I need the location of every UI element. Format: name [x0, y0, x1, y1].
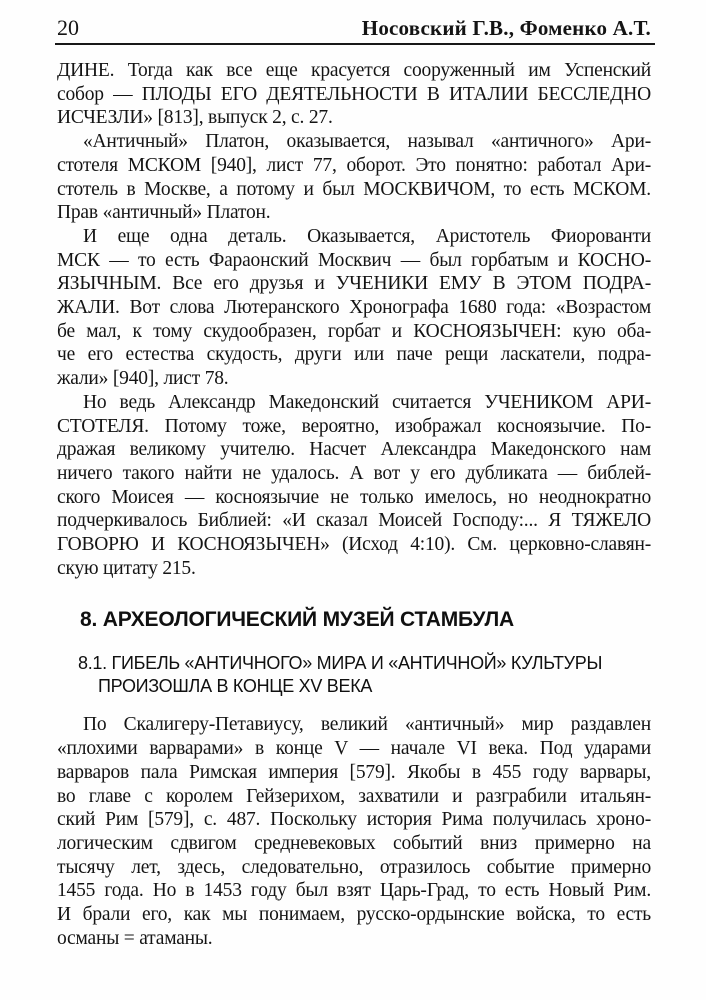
- paragraph: [57, 713, 651, 950]
- text-line: варваров пала Римская империя [579]. Якобы в 455 году варвары,: [57, 761, 651, 783]
- running-head: [57, 15, 651, 41]
- text-line: «Античный» Платон, оказывается, называл «античного» Ари-: [83, 131, 651, 153]
- text-line: бе мал, к тому скудообразен, горбат и КОСНОЯЗЫЧЕН: кую оба-: [57, 320, 651, 342]
- header-rule: [55, 43, 655, 45]
- text-line: ский Рим [579], с. 487. Поскольку история Рима получилась хроно-: [57, 809, 651, 831]
- text-line: «плохими варварами» в конце V — начале VI века. Под ударами: [57, 738, 651, 760]
- text-line: ничего такого найти не удалось. А вот у его дубликата — библей-: [57, 462, 651, 484]
- text-line: СТОТЕЛЯ. Потому тоже, вероятно, изображал косноязычие. По-: [57, 415, 651, 437]
- text-line: ДИНЕ. Тогда как все еще красуется сооруженный им Успенский: [57, 60, 651, 81]
- text-line: ЯЗЫЧНЫМ. Все его друзья и УЧЕНИКИ ЕМУ В ЭТОМ ПОДРА-: [57, 273, 651, 295]
- text-line: стотель в Москве, а потому и был МОСКВИЧОМ, то есть МСКОМ.: [57, 178, 651, 200]
- paragraph: [57, 130, 651, 225]
- text-line: логическим сдвигом средневековых событий вниз примерно на: [57, 832, 651, 854]
- page-body: [57, 59, 651, 951]
- paragraph: [57, 59, 651, 130]
- paragraph: [57, 225, 651, 391]
- text-line: стотеля МСКОМ [940], лист 77, оборот. Это понятно: работал Ари-: [57, 154, 651, 176]
- header-authors: Носовский Г.В., Фоменко А.Т.: [361, 16, 651, 40]
- text-line: че его естества скудость, други или паче рещи ласкатели, подра-: [57, 344, 651, 366]
- section-heading: 8. АРХЕОЛОГИЧЕСКИЙ МУЗЕЙ СТАМБУЛА: [80, 608, 514, 632]
- text-line: жали» [940], лист 78.: [57, 368, 229, 390]
- text-line: османы = атаманы.: [57, 927, 213, 949]
- text-line: МСК — то есть Фараонский Москвич — был горбатым и КОСНО-: [57, 249, 651, 271]
- text-line: И еще одна деталь. Оказывается, Аристотель Фиорованти: [83, 225, 651, 247]
- text-line: ЖАЛИ. Вот слова Лютеранского Хронографа 1680 года: «Возрастом: [57, 297, 651, 319]
- text-line: ИСЧЕЗЛИ» [813], выпуск 2, с. 27.: [57, 107, 333, 129]
- text-line: подчеркивалось Библией: «И сказал Моисей Господу:... Я ТЯЖЕЛО: [57, 510, 651, 532]
- text-line: Но ведь Александр Македонский считается УЧЕНИКОМ АРИ-: [83, 391, 651, 413]
- page-number: 20: [57, 15, 79, 40]
- text-line: По Скалигеру-Петавиусу, великий «античный» мир раздавлен: [83, 714, 651, 736]
- text-line: Прав «античный» Платон.: [57, 202, 271, 224]
- text-line: собор — ПЛОДЫ ЕГО ДЕЯТЕЛЬНОСТИ В ИТАЛИИ БЕССЛЕДНО: [57, 83, 651, 105]
- text-line: 1455 года. Но в 1453 году был взят Царь-Град, то есть Новый Рим.: [57, 880, 651, 902]
- text-line: тысячу лет, здесь, следовательно, отразилось событие примерно: [57, 856, 651, 878]
- subsection-heading: [78, 652, 651, 697]
- text-line: во главе с королем Гейзерихом, захватили и разграбили итальян-: [57, 785, 651, 807]
- text-line: ГОВОРЮ И КОСНОЯЗЫЧЕН» (Исход 4:10). См. церковно-славян-: [57, 534, 651, 556]
- text-line: дражая великому учителю. Насчет Александра Македонского нам: [57, 439, 651, 461]
- text-line: ского Моисея — косноязычие не только имелось, но неоднократно: [57, 486, 651, 508]
- subsection-heading-line: ПРОИЗОШЛА В КОНЦЕ XV ВЕКА: [98, 675, 373, 696]
- paragraph: [57, 391, 651, 581]
- text-line: скую цитату 215.: [57, 557, 196, 579]
- subsection-heading-line: 8.1. ГИБЕЛЬ «АНТИЧНОГО» МИРА И «АНТИЧНОЙ» КУЛЬТУРЫ: [78, 653, 603, 674]
- text-line: И брали его, как мы понимаем, русско-ордынские войска, то есть: [57, 904, 651, 926]
